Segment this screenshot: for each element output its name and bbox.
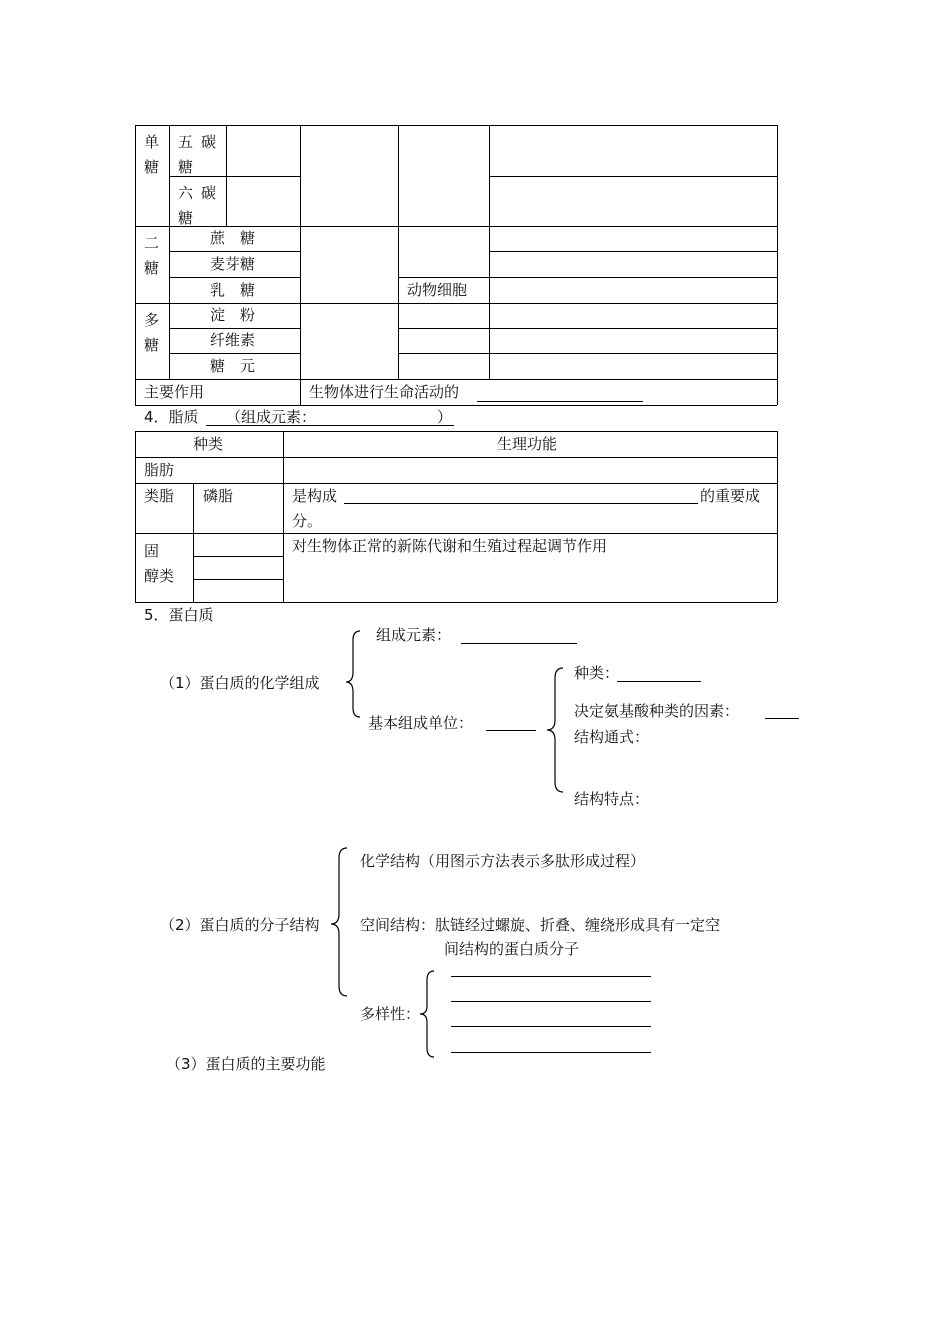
composition-formula: 结构通式： xyxy=(574,728,650,746)
composition-determinant: 决定氨基酸种类的因素： xyxy=(574,702,740,720)
composition-elements: 组成元素： xyxy=(376,626,452,644)
lipid-header-function: 生理功能 xyxy=(497,435,558,453)
phospholipid-label: 磷脂 xyxy=(203,487,234,505)
pentose-label: 五碳糖 xyxy=(178,133,225,176)
composition-kinds: 种类： xyxy=(574,664,620,682)
lipoid-label: 类脂 xyxy=(144,487,175,505)
phospholipid-function-line2: 分。 xyxy=(292,512,323,530)
unit-brace xyxy=(547,668,563,792)
composition-unit: 基本组成单位： xyxy=(368,714,474,732)
hexose-label: 六碳糖 xyxy=(178,184,225,227)
sterol-label: 固 醇类 xyxy=(144,542,175,585)
lipid-header-type: 种类 xyxy=(193,435,224,453)
di-category-label: 二糖 xyxy=(144,234,160,277)
cellulose-label: 纤维素 xyxy=(210,331,256,349)
starch-label: 淀 粉 xyxy=(210,306,256,324)
protein-heading: 5．蛋白质 xyxy=(144,606,214,624)
lipid-elements-label: （组成元素： xyxy=(226,408,317,426)
lactose-label: 乳 糖 xyxy=(210,281,256,299)
lactose-note: 动物细胞 xyxy=(407,281,468,299)
maltose-label: 麦芽糖 xyxy=(210,255,256,273)
composition-title: （1）蛋白质的化学组成 xyxy=(160,674,320,692)
lipid-elements-close: ） xyxy=(437,408,453,426)
fat-label: 脂肪 xyxy=(144,461,175,479)
mono-category-label: 单糖 xyxy=(144,133,160,176)
phospholipid-function-pre: 是构成 xyxy=(292,487,338,505)
molecular-diversity: 多样性： xyxy=(360,1005,421,1023)
molecular-spatial-line1: 空间结构：肽链经过螺旋、折叠、缠绕形成具有一定空 xyxy=(360,916,721,934)
lipid-heading: 4．脂质 xyxy=(144,408,199,426)
composition-feature: 结构特点： xyxy=(574,790,650,808)
composition-brace xyxy=(346,631,360,717)
glycogen-label: 糖 元 xyxy=(210,357,256,375)
molecular-title: （2）蛋白质的分子结构 xyxy=(160,916,320,934)
molecular-chemical: 化学结构（用图示方法表示多肽形成过程） xyxy=(360,852,646,870)
functions-title: （3）蛋白质的主要功能 xyxy=(166,1055,326,1073)
phospholipid-function-post: 的重要成 xyxy=(700,487,761,505)
molecular-brace xyxy=(331,848,347,996)
sucrose-label: 蔗 糖 xyxy=(210,229,256,247)
molecular-spatial-line2: 间结构的蛋白质分子 xyxy=(444,940,580,958)
diversity-brace xyxy=(420,971,434,1057)
role-label: 主要作用 xyxy=(144,383,205,401)
poly-category-label: 多糖 xyxy=(144,311,160,354)
role-text: 生物体进行生命活动的 xyxy=(309,383,460,401)
sterol-function: 对生物体正常的新陈代谢和生殖过程起调节作用 xyxy=(292,537,608,555)
